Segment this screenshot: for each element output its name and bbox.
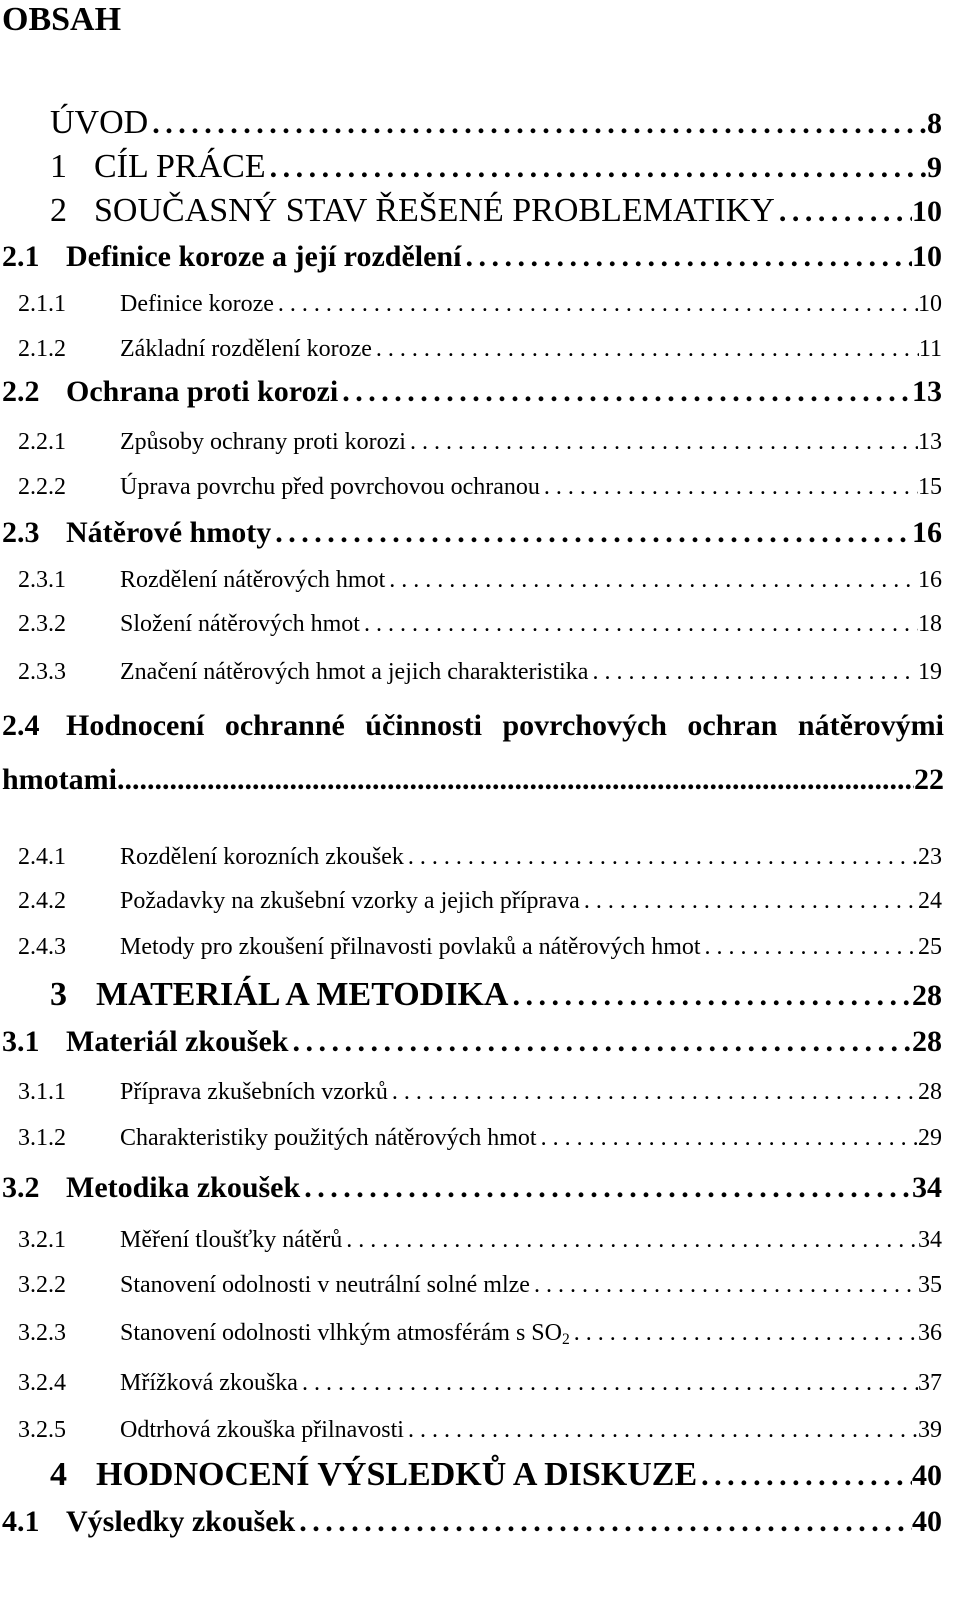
toc-title-continuation: hmotami bbox=[2, 763, 117, 796]
toc-entry[interactable] bbox=[18, 1225, 942, 1255]
toc-number: 2.1 bbox=[2, 239, 40, 273]
toc-title: Charakteristiky použitých nátěrových hmot bbox=[120, 1124, 537, 1151]
toc-leader bbox=[275, 515, 912, 551]
toc-leader bbox=[512, 976, 912, 1016]
toc-title: Složení nátěrových hmot bbox=[120, 610, 360, 637]
toc-entry[interactable] bbox=[50, 975, 942, 1016]
toc-number: 3.2.4 bbox=[18, 1369, 66, 1396]
toc-page-number: 10 bbox=[912, 239, 942, 273]
toc-entry[interactable] bbox=[50, 191, 942, 232]
toc-page-number: 28 bbox=[912, 1024, 942, 1058]
toc-title: Mřížková zkouška bbox=[120, 1369, 298, 1396]
toc-number: 2.4 bbox=[2, 709, 40, 742]
toc-number: 3.2.1 bbox=[18, 1226, 66, 1253]
toc-page-number: 8 bbox=[927, 107, 942, 141]
toc-title: Rozdělení korozních zkoušek bbox=[120, 843, 404, 870]
toc-leader bbox=[302, 1368, 918, 1398]
toc-number: 2.4.2 bbox=[18, 887, 66, 914]
toc-entry[interactable] bbox=[18, 932, 942, 962]
toc-entry[interactable] bbox=[18, 1123, 942, 1153]
toc-entry[interactable] bbox=[2, 1504, 942, 1540]
toc-number: 2.1.2 bbox=[18, 335, 66, 362]
toc-page-number: 13 bbox=[912, 374, 942, 408]
toc-number: 3.1.1 bbox=[18, 1078, 66, 1105]
toc-entry[interactable] bbox=[50, 147, 942, 188]
toc-page-number: 28 bbox=[918, 1078, 942, 1105]
toc-title: Metodika zkoušek bbox=[66, 1170, 301, 1204]
toc-leader bbox=[534, 1270, 918, 1300]
toc-number: 3 bbox=[50, 976, 67, 1014]
toc-page-number: 36 bbox=[918, 1319, 942, 1346]
toc-page-number: 13 bbox=[918, 428, 942, 455]
toc-entry[interactable] bbox=[2, 1170, 942, 1206]
toc-number: 3.2 bbox=[2, 1170, 40, 1204]
toc-number: 1 bbox=[50, 148, 67, 186]
toc-leader bbox=[389, 565, 918, 595]
toc-title: Metody pro zkoušení přilnavosti povlaků a nátěrových hmot bbox=[120, 933, 701, 960]
toc-leader bbox=[304, 1170, 912, 1206]
toc-title: CÍL PRÁCE bbox=[94, 148, 266, 186]
toc-title: SOUČASNÝ STAV ŘEŠENÉ PROBLEMATIKY bbox=[94, 192, 775, 230]
toc-page-number: 35 bbox=[918, 1271, 942, 1298]
toc-page-number: 24 bbox=[918, 887, 942, 914]
toc-entry[interactable] bbox=[18, 1077, 942, 1107]
toc-entry[interactable] bbox=[2, 1024, 942, 1060]
toc-leader bbox=[117, 763, 914, 797]
toc-page-number: 34 bbox=[918, 1226, 942, 1253]
document-title: OBSAH bbox=[2, 1, 122, 38]
toc-title: Měření tloušťky nátěrů bbox=[120, 1226, 343, 1253]
toc-entry[interactable] bbox=[18, 886, 942, 916]
toc-page-number: 19 bbox=[918, 658, 942, 685]
toc-leader bbox=[574, 1318, 918, 1348]
toc-entry[interactable] bbox=[18, 334, 942, 364]
toc-page-number: 15 bbox=[918, 473, 942, 500]
toc-number: 4.1 bbox=[2, 1504, 40, 1538]
toc-entry[interactable] bbox=[18, 842, 942, 872]
toc-page-number: 10 bbox=[918, 290, 942, 317]
toc-title: Definice koroze bbox=[120, 290, 274, 317]
toc-leader bbox=[592, 657, 918, 687]
toc-entry[interactable] bbox=[18, 472, 942, 502]
toc-title: Hodnocení ochranné účinnosti povrchových ochran nátěrovými bbox=[66, 709, 944, 742]
toc-entry[interactable] bbox=[18, 565, 942, 595]
toc-title: HODNOCENÍ VÝSLEDKŮ A DISKUZE bbox=[96, 1456, 698, 1494]
toc-number: 4 bbox=[50, 1456, 67, 1494]
toc-number: 3.2.3 bbox=[18, 1319, 66, 1346]
toc-number: 2.2 bbox=[2, 374, 40, 408]
toc-leader bbox=[392, 1077, 918, 1107]
toc-number: 3.1 bbox=[2, 1024, 40, 1058]
toc-entry[interactable] bbox=[50, 1455, 942, 1496]
toc-page-number: 28 bbox=[912, 979, 942, 1013]
toc-title: Stanovení odolnosti v neutrální solné mlze bbox=[120, 1271, 530, 1298]
toc-title: Odtrhová zkouška přilnavosti bbox=[120, 1416, 404, 1443]
toc-leader bbox=[376, 334, 919, 364]
toc-entry-line bbox=[2, 763, 944, 797]
toc-title: Stanovení odolnosti vlhkým atmosférám s $SO_2$ bbox=[120, 1319, 570, 1348]
toc-number: 2.3.1 bbox=[18, 566, 66, 593]
toc-leader bbox=[705, 932, 918, 962]
toc-entry[interactable] bbox=[18, 1318, 942, 1348]
toc-leader bbox=[779, 192, 912, 232]
toc-leader bbox=[270, 148, 927, 188]
toc-leader bbox=[410, 427, 918, 457]
toc-leader bbox=[152, 104, 927, 144]
toc-entry-line bbox=[2, 709, 944, 743]
toc-page-number: 18 bbox=[918, 610, 942, 637]
toc-page-number: 23 bbox=[918, 843, 942, 870]
toc-page-number: 29 bbox=[918, 1124, 942, 1151]
toc-title: Rozdělení nátěrových hmot bbox=[120, 566, 386, 593]
toc-page-number: 22 bbox=[914, 763, 944, 796]
toc-entry[interactable] bbox=[18, 427, 942, 457]
toc-leader bbox=[544, 472, 918, 502]
toc-leader bbox=[292, 1024, 912, 1060]
toc-title: MATERIÁL A METODIKA bbox=[96, 976, 509, 1014]
toc-title: Požadavky na zkušební vzorky a jejich příprava bbox=[120, 887, 580, 914]
toc-leader bbox=[342, 374, 912, 410]
toc-number: 2.3 bbox=[2, 515, 40, 549]
toc-title: Výsledky zkoušek bbox=[66, 1504, 296, 1538]
toc-page-number: 25 bbox=[918, 933, 942, 960]
toc-title: Definice koroze a její rozdělení bbox=[66, 239, 462, 273]
toc-entry[interactable] bbox=[18, 1415, 942, 1445]
toc-title: Úprava povrchu před povrchovou ochranou bbox=[120, 473, 540, 500]
toc-number: 2.4.1 bbox=[18, 843, 66, 870]
toc-leader bbox=[278, 289, 918, 319]
toc-number: 3.2.2 bbox=[18, 1271, 66, 1298]
toc-entry[interactable] bbox=[18, 609, 942, 639]
toc-page-number: 16 bbox=[918, 566, 942, 593]
toc-page-number: 39 bbox=[918, 1416, 942, 1443]
toc-leader bbox=[299, 1504, 912, 1540]
toc-title: Materiál zkoušek bbox=[66, 1024, 289, 1058]
toc-number: 2.3.3 bbox=[18, 658, 66, 685]
toc-page-number: 40 bbox=[912, 1459, 942, 1493]
toc-title: ÚVOD bbox=[50, 104, 149, 142]
toc-page-number: 16 bbox=[912, 515, 942, 549]
toc-page-number: 37 bbox=[918, 1369, 942, 1396]
toc-title: Značení nátěrových hmot a jejich charakteristika bbox=[120, 658, 589, 685]
toc-number: 2.3.2 bbox=[18, 610, 66, 637]
toc-page-number: 11 bbox=[918, 335, 942, 362]
toc-page-number: 10 bbox=[912, 195, 942, 229]
toc-leader bbox=[541, 1123, 918, 1153]
toc-number: 3.1.2 bbox=[18, 1124, 66, 1151]
toc-leader bbox=[584, 886, 918, 916]
toc-entry[interactable] bbox=[18, 289, 942, 319]
toc-page-number: 34 bbox=[912, 1170, 942, 1204]
toc-number: 2 bbox=[50, 192, 67, 230]
toc-entry[interactable] bbox=[18, 1270, 942, 1300]
toc-entry[interactable] bbox=[50, 103, 942, 144]
toc-entry[interactable] bbox=[18, 1368, 942, 1398]
toc-entry[interactable] bbox=[2, 239, 942, 275]
subscript: 2 bbox=[561, 1330, 570, 1348]
toc-title: Nátěrové hmoty bbox=[66, 515, 272, 549]
toc-entry[interactable] bbox=[18, 657, 942, 687]
toc-number: 2.2.2 bbox=[18, 473, 66, 500]
toc-leader bbox=[465, 239, 912, 275]
toc-entry[interactable] bbox=[2, 374, 942, 410]
toc-entry[interactable] bbox=[2, 515, 942, 551]
toc-page-number: 40 bbox=[912, 1504, 942, 1538]
toc-leader bbox=[408, 1415, 918, 1445]
toc-title: Ochrana proti korozi bbox=[66, 374, 339, 408]
toc-leader bbox=[346, 1225, 918, 1255]
toc-number: 2.1.1 bbox=[18, 290, 66, 317]
toc-title: Způsoby ochrany proti korozi bbox=[120, 428, 406, 455]
toc-leader bbox=[408, 842, 918, 872]
toc-leader bbox=[364, 609, 918, 639]
toc-number: 3.2.5 bbox=[18, 1416, 66, 1443]
toc-page-number: 9 bbox=[927, 151, 942, 185]
toc-leader bbox=[701, 1456, 912, 1496]
toc-number: 2.4.3 bbox=[18, 933, 66, 960]
toc-title: Příprava zkušebních vzorků bbox=[120, 1078, 388, 1105]
toc-number: 2.2.1 bbox=[18, 428, 66, 455]
toc-title: Základní rozdělení koroze bbox=[120, 335, 372, 362]
